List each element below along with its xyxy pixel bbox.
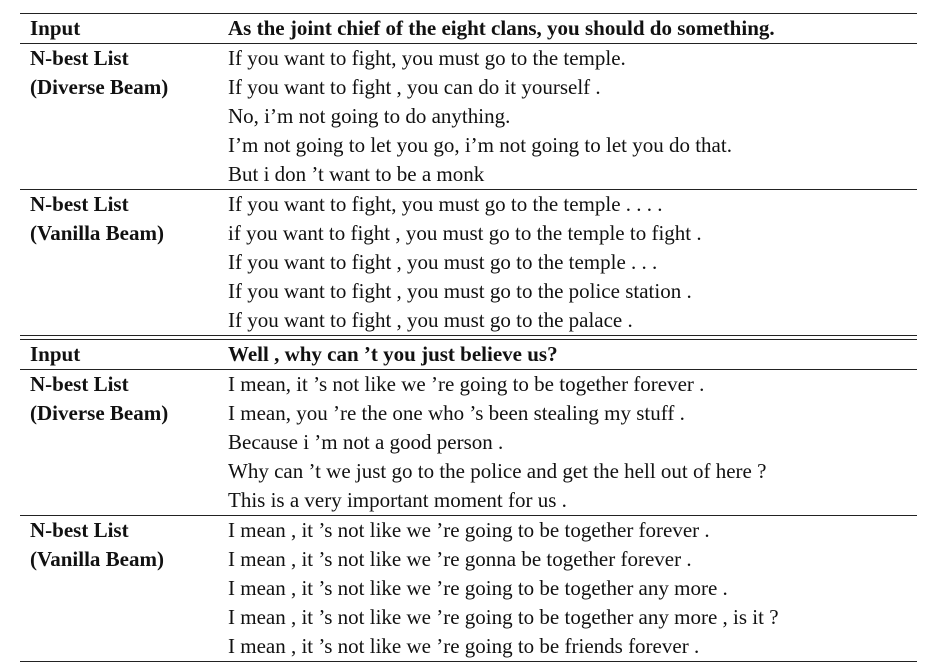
list-item: if you want to fight , you must go to the temple to fight . — [228, 221, 702, 245]
bottom-rule — [20, 661, 917, 662]
group-label-line2: (Diverse Beam) — [30, 75, 169, 99]
list-item: But i don ’t want to be a monk — [228, 162, 485, 186]
list-item: I mean , it ’s not like we ’re going to be friends forever . — [228, 634, 700, 658]
list-item: Because i ’m not a good person . — [228, 430, 504, 454]
list-item: If you want to fight, you must go to the temple . . . . — [228, 192, 663, 216]
group-label-line1: N-best List — [30, 372, 129, 396]
group-vanilla-beam — [20, 516, 917, 661]
input-label: Input — [30, 342, 81, 366]
input-label: Input — [30, 16, 81, 40]
input-text: Well , why can ’t you just believe us? — [228, 342, 558, 366]
list-item: No, i’m not going to do anything. — [228, 104, 511, 128]
input-row — [20, 340, 917, 369]
list-item: Why can ’t we just go to the police and get the hell out of here ? — [228, 459, 767, 483]
list-item: I mean , it ’s not like we ’re going to be together any more . — [228, 576, 728, 600]
group-diverse-beam — [20, 44, 917, 189]
group-label-line2: (Vanilla Beam) — [30, 221, 164, 245]
results-table — [20, 0, 917, 662]
group-vanilla-beam — [20, 190, 917, 335]
list-item: If you want to fight , you must go to the police station . — [228, 279, 692, 303]
list-item: This is a very important moment for us . — [228, 488, 567, 512]
example-1 — [20, 14, 917, 335]
list-item: If you want to fight , you can do it yourself . — [228, 75, 601, 99]
group-label-line2: (Diverse Beam) — [30, 401, 169, 425]
group-label-line2: (Vanilla Beam) — [30, 547, 164, 571]
input-row — [20, 14, 917, 43]
list-item: I’m not going to let you go, i’m not going to let you do that. — [228, 133, 732, 157]
group-diverse-beam — [20, 370, 917, 515]
list-item: I mean , it ’s not like we ’re going to be together forever . — [228, 518, 710, 542]
list-item: I mean, you ’re the one who ’s been stealing my stuff . — [228, 401, 685, 425]
list-item: I mean , it ’s not like we ’re gonna be together forever . — [228, 547, 692, 571]
list-item: If you want to fight, you must go to the temple. — [228, 46, 626, 70]
group-label-line1: N-best List — [30, 192, 129, 216]
example-2 — [20, 340, 917, 661]
list-item: I mean , it ’s not like we ’re going to be together any more , is it ? — [228, 605, 779, 629]
group-label-line1: N-best List — [30, 518, 129, 542]
group-label-line1: N-best List — [30, 46, 129, 70]
list-item: If you want to fight , you must go to the temple . . . — [228, 250, 658, 274]
input-text: As the joint chief of the eight clans, you should do something. — [228, 16, 775, 40]
list-item: If you want to fight , you must go to the palace . — [228, 308, 633, 332]
list-item: I mean, it ’s not like we ’re going to be together forever . — [228, 372, 705, 396]
